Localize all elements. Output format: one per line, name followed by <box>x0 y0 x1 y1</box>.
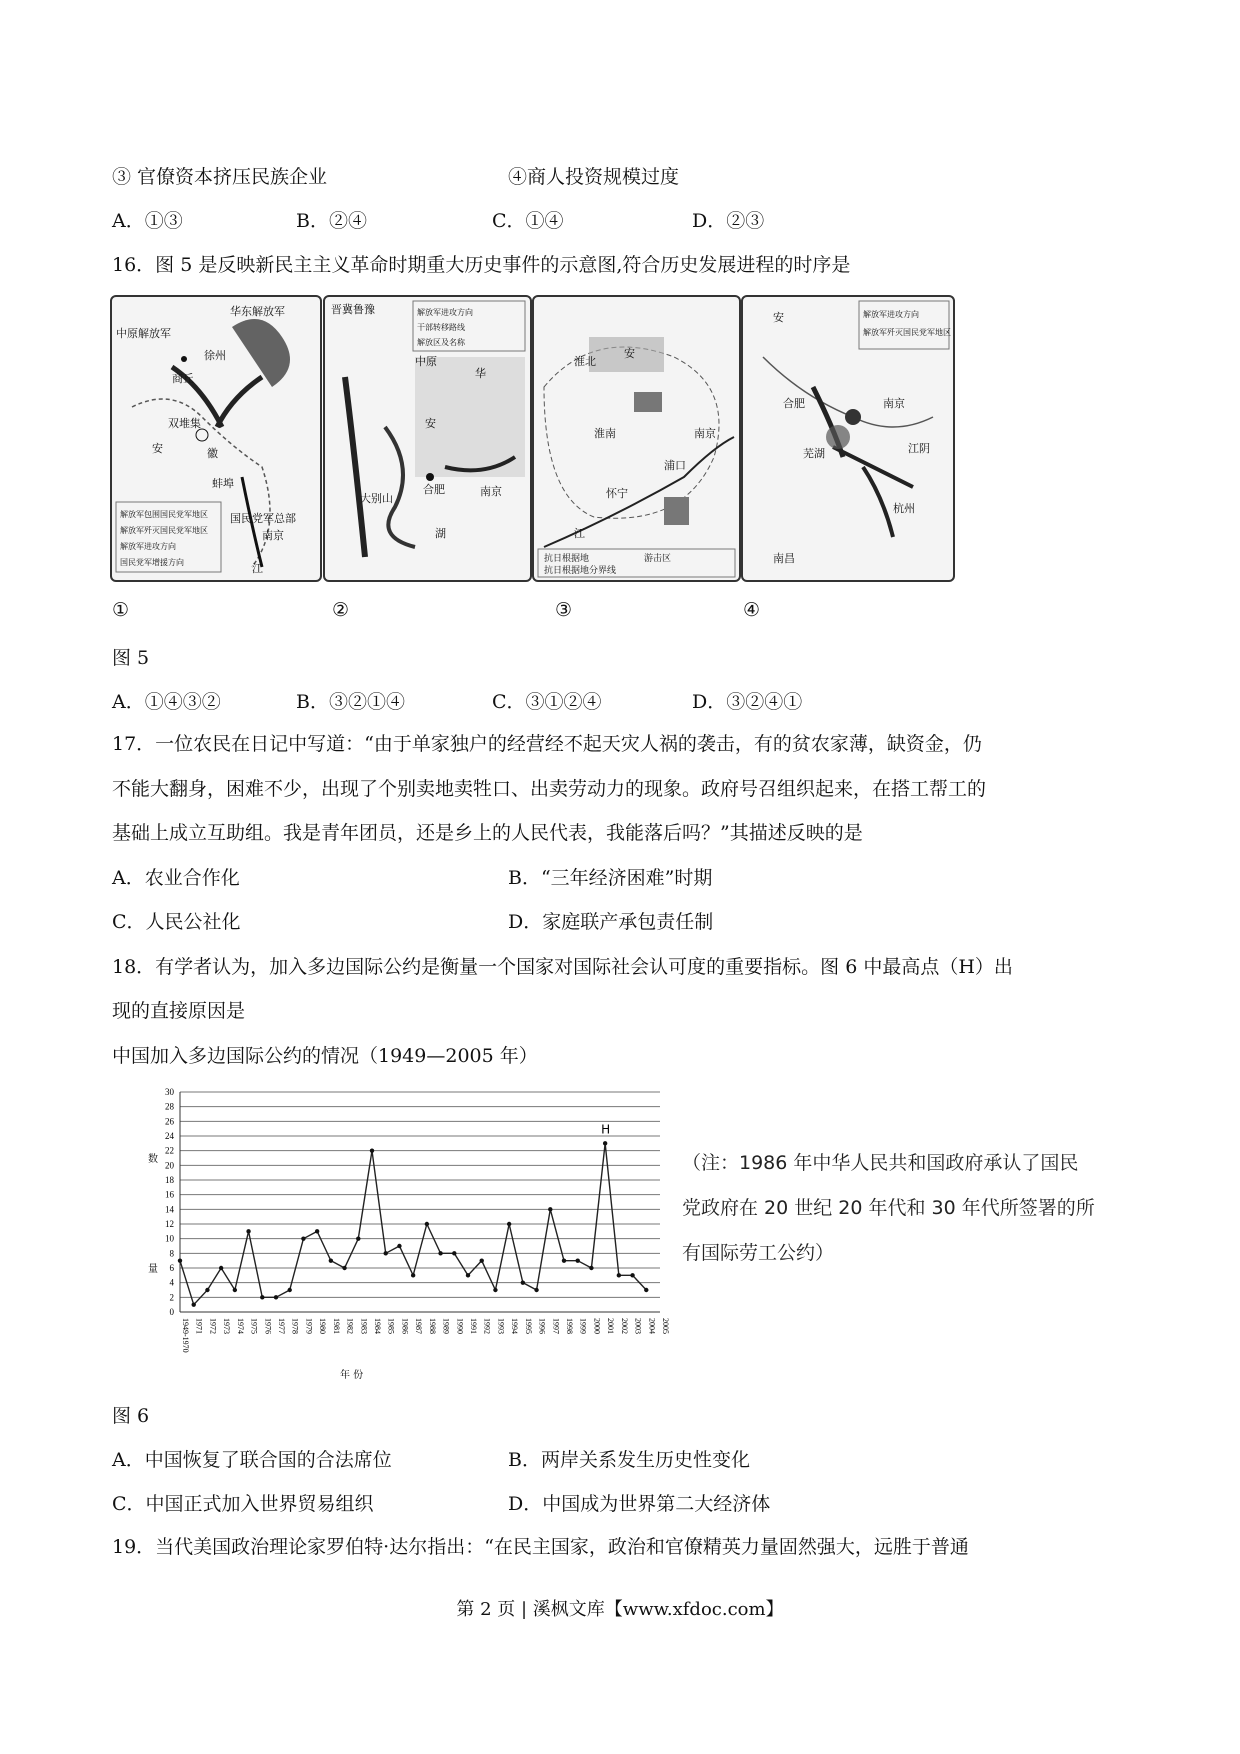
map-3-label: 安 <box>624 347 635 360</box>
map-2-label: 安 <box>425 417 436 430</box>
data-point <box>452 1251 456 1255</box>
x-tick-label: 1988 <box>427 1318 437 1334</box>
map-3-label: 淮北 <box>574 355 596 368</box>
data-point <box>562 1258 566 1262</box>
q16-option-c: C．③①②④ <box>492 691 602 713</box>
q18-stem-line-1: 18．有学者认为，加入多边国际公约是衡量一个国家对国际社会认可度的重要指标。图 6 中最高点（H）出 <box>112 956 1013 978</box>
data-point <box>356 1236 360 1240</box>
map-3-caption: ③ <box>555 599 573 621</box>
data-point <box>329 1258 333 1262</box>
data-point <box>370 1148 374 1152</box>
y-tick-label: 4 <box>169 1277 174 1288</box>
x-tick-label: 1985 <box>386 1318 396 1334</box>
conventions-line-chart <box>140 1082 680 1382</box>
q15-option-d: D．②③ <box>692 210 765 232</box>
data-point <box>480 1258 484 1262</box>
map-3 <box>532 295 741 582</box>
x-tick-label: 1980 <box>318 1318 328 1334</box>
q17-option-b: B．“三年经济困难”时期 <box>508 867 713 889</box>
map-2-label: 湖 <box>435 527 446 540</box>
q17-option-a: A．农业合作化 <box>112 867 240 889</box>
x-tick-label: 2005 <box>661 1318 670 1334</box>
x-tick-label: 1978 <box>290 1318 300 1334</box>
q15-item-3: ③ 官僚资本挤压民族企业 <box>112 166 328 188</box>
x-tick-label: 1995 <box>523 1318 533 1334</box>
q15-option-c: C．①④ <box>492 210 564 232</box>
x-tick-label: 1986 <box>400 1318 410 1334</box>
data-point <box>233 1288 237 1292</box>
data-point <box>438 1251 442 1255</box>
map-1-legend: 解放军歼灭国民党军地区 <box>120 526 208 535</box>
y-tick-label: 26 <box>165 1116 174 1127</box>
data-point <box>192 1302 196 1306</box>
data-point <box>301 1236 305 1240</box>
map-1-label: 江 <box>252 562 263 575</box>
x-tick-label: 1974 <box>235 1318 245 1334</box>
x-tick-label: 1975 <box>249 1318 259 1334</box>
y-axis-title: 数 <box>148 1154 158 1165</box>
map-1-label: 中原解放军 <box>116 327 171 340</box>
y-tick-label: 14 <box>165 1204 174 1215</box>
map-1 <box>110 295 322 582</box>
map-1-label: 徽 <box>207 447 218 460</box>
x-tick-label: 1993 <box>496 1318 506 1334</box>
x-tick-label: 1984 <box>373 1318 382 1334</box>
map-4-label: 南京 <box>883 397 905 410</box>
q17-option-d: D．家庭联产承包责任制 <box>508 911 714 933</box>
chart-note-line-1: （注：1986 年中华人民共和国政府承认了国民 <box>682 1152 1079 1174</box>
chart-note-line-3: 有国际劳工公约） <box>682 1242 835 1264</box>
data-point <box>411 1273 415 1277</box>
map-2-label: 合肥 <box>423 483 445 496</box>
data-point <box>507 1222 511 1226</box>
q17-stem-line-1: 17．一位农民在日记中写道：“由于单家独户的经营经不起天灾人祸的袭击，有的贫农家薄，缺资金，仍 <box>112 733 982 755</box>
x-tick-label: 2000 <box>592 1318 602 1334</box>
q16-option-b: B．③②①④ <box>296 691 405 713</box>
data-point <box>534 1288 538 1292</box>
map-4-label: 芜湖 <box>803 447 825 460</box>
q19-stem: 19．当代美国政治理论家罗伯特·达尔指出：“在民主国家，政治和官僚精英力量固然强大，远胜于普通 <box>112 1536 969 1558</box>
data-point <box>603 1141 607 1145</box>
map-3-label: 怀宁 <box>606 487 628 500</box>
q18-option-a: A．中国恢复了联合国的合法席位 <box>112 1449 392 1471</box>
map-1-label: 徐州 <box>204 349 226 362</box>
map-1-legend: 解放军包围国民党军地区 <box>120 510 208 519</box>
data-point <box>219 1266 223 1270</box>
map-2-legend: 解放军进攻方向 <box>417 308 473 317</box>
q18-option-c: C．中国正式加入世界贸易组织 <box>112 1493 374 1515</box>
x-tick-label: 2004 <box>647 1318 657 1334</box>
data-point <box>178 1258 182 1262</box>
y-axis-title: 量 <box>148 1264 158 1275</box>
x-tick-label: 1973 <box>222 1318 232 1334</box>
map-2 <box>323 295 532 582</box>
x-tick-label: 1996 <box>537 1318 547 1334</box>
y-tick-label: 2 <box>169 1292 174 1303</box>
q18-stem-line-2: 现的直接原因是 <box>112 1000 246 1022</box>
y-tick-label: 6 <box>169 1263 174 1273</box>
x-tick-label: 1977 <box>277 1318 286 1334</box>
y-tick-label: 24 <box>165 1131 174 1141</box>
x-tick-label: 1983 <box>359 1318 369 1334</box>
data-point <box>548 1207 552 1211</box>
map-2-legend: 解放区及名称 <box>417 338 465 347</box>
map-4-legend: 解放军进攻方向 <box>863 310 919 319</box>
chart-title: 中国加入多边国际公约的情况（1949—2005 年） <box>112 1045 538 1067</box>
map-2-label: 中原 <box>415 355 437 368</box>
data-point <box>466 1273 470 1277</box>
data-point <box>397 1244 401 1248</box>
x-tick-label: 1999 <box>578 1318 588 1334</box>
map-2-caption: ② <box>332 599 350 621</box>
data-point <box>589 1266 593 1270</box>
y-tick-label: 18 <box>165 1175 174 1185</box>
data-point <box>246 1229 250 1233</box>
map-1-legend: 国民党军增援方向 <box>120 558 184 567</box>
map-4-label: 南昌 <box>773 552 795 565</box>
map-1-label: 商丘 <box>172 372 194 385</box>
q15-option-b: B．②④ <box>296 210 367 232</box>
map-4-label: 杭州 <box>893 502 915 515</box>
map-4-caption: ④ <box>743 599 761 621</box>
data-point <box>384 1251 388 1255</box>
map-4-label: 江阴 <box>908 442 930 455</box>
map-4-graphic <box>743 297 953 580</box>
y-tick-label: 0 <box>169 1307 174 1317</box>
y-tick-label: 28 <box>165 1101 174 1112</box>
x-tick-label: 1979 <box>304 1318 314 1334</box>
x-tick-label: 1972 <box>208 1318 218 1334</box>
x-tick-label: 1998 <box>565 1318 574 1334</box>
figure-6-label: 图 6 <box>112 1405 150 1427</box>
data-point <box>576 1258 580 1262</box>
q15-option-a: A．①③ <box>112 210 183 232</box>
x-tick-label: 1994 <box>510 1318 520 1334</box>
map-3-legend: 抗日根据地 <box>544 554 590 564</box>
data-point <box>617 1273 621 1277</box>
map-2-label: 大别山 <box>360 492 393 505</box>
map-4-label: 合肥 <box>783 397 805 410</box>
q18-option-d: D．中国成为世界第二大经济体 <box>508 1493 771 1515</box>
map-1-label: 双堆集 <box>168 417 201 430</box>
x-tick-label: 1991 <box>469 1318 478 1334</box>
x-tick-label: 1990 <box>455 1318 465 1334</box>
x-tick-label: 1992 <box>482 1318 492 1334</box>
map-2-legend: 干部转移路线 <box>417 323 465 332</box>
map-1-legend: 解放军进攻方向 <box>120 542 176 551</box>
x-tick-label: 1982 <box>345 1318 355 1334</box>
x-tick-label: 1987 <box>414 1318 424 1334</box>
map-4-label: 安 <box>773 311 784 324</box>
map-1-graphic <box>112 297 320 580</box>
data-point <box>315 1229 319 1233</box>
x-tick-label: 1976 <box>263 1318 273 1334</box>
data-point <box>425 1222 429 1226</box>
map-2-label: 华 <box>475 367 486 380</box>
data-point <box>288 1288 292 1292</box>
x-tick-label: 2003 <box>633 1318 643 1334</box>
y-tick-label: 20 <box>165 1160 174 1171</box>
page-footer: 第 2 页 | 溪枫文库【www.xfdoc.com】 <box>456 1599 784 1620</box>
data-point <box>521 1280 525 1284</box>
y-tick-label: 12 <box>165 1219 174 1229</box>
map-1-label: 华东解放军 <box>230 305 285 318</box>
x-tick-label: 1949-1970 <box>181 1318 190 1353</box>
q17-option-c: C．人民公社化 <box>112 911 241 933</box>
y-tick-label: 22 <box>165 1145 174 1156</box>
q15-item-4: ④商人投资规模过度 <box>508 166 680 188</box>
x-tick-label: 1997 <box>551 1318 561 1334</box>
data-point <box>274 1295 278 1299</box>
q16-stem: 16．图 5 是反映新民主主义革命时期重大历史事件的示意图,符合历史发展进程的时序是 <box>112 254 851 276</box>
map-1-label: 南京 <box>262 529 284 542</box>
map-3-label: 南京 <box>694 427 716 440</box>
map-3-legend: 抗日根据地分界线 <box>544 566 617 576</box>
map-4 <box>741 295 955 582</box>
x-tick-label: 1971 <box>194 1318 204 1334</box>
map-3-graphic <box>534 297 739 580</box>
y-tick-label: 10 <box>165 1233 174 1244</box>
map-3-label: 淮南 <box>594 427 616 440</box>
map-2-label: 南京 <box>480 485 502 498</box>
y-tick-label: 16 <box>165 1189 174 1200</box>
data-point <box>342 1266 346 1270</box>
map-2-graphic <box>325 297 530 580</box>
q18-option-b: B．两岸关系发生历史性变化 <box>508 1449 750 1471</box>
x-tick-label: 2002 <box>619 1318 629 1334</box>
map-1-caption: ① <box>112 599 130 621</box>
peak-annotation: H <box>601 1122 611 1137</box>
x-tick-label: 1981 <box>331 1318 341 1334</box>
q16-option-a: A．①④③② <box>112 691 221 713</box>
q17-stem-line-3: 基础上成立互助组。我是青年团员，还是乡上的人民代表，我能落后吗？”其描述反映的是 <box>112 822 863 844</box>
map-3-legend: 游击区 <box>644 554 672 564</box>
map-1-label: 国民党军总部 <box>230 512 296 525</box>
x-axis-title: 年 份 <box>340 1370 364 1381</box>
data-point <box>493 1288 497 1292</box>
q16-option-d: D．③②④① <box>692 691 803 713</box>
x-tick-label: 2001 <box>606 1318 616 1334</box>
map-3-label: 浦口 <box>664 459 686 472</box>
data-point <box>260 1295 264 1299</box>
q17-stem-line-2: 不能大翻身，困难不少，出现了个别卖地卖牲口、出卖劳动力的现象。政府号召组织起来，在搭工帮工的 <box>112 778 987 800</box>
chart-note-line-2: 党政府在 20 世纪 20 年代和 30 年代所签署的所 <box>682 1197 1095 1219</box>
map-1-label: 安 <box>152 442 163 455</box>
y-tick-label: 30 <box>165 1087 174 1097</box>
map-2-label: 晋冀鲁豫 <box>331 303 375 316</box>
data-point <box>630 1273 634 1277</box>
x-tick-label: 1989 <box>441 1318 451 1334</box>
y-tick-label: 8 <box>169 1248 174 1259</box>
figure-5-label: 图 5 <box>112 647 150 669</box>
map-4-legend: 解放军歼灭国民党军地区 <box>863 328 951 337</box>
map-3-label: 江 <box>574 527 585 540</box>
map-1-label: 蚌埠 <box>212 477 234 490</box>
data-point <box>644 1288 648 1292</box>
data-point <box>205 1288 209 1292</box>
